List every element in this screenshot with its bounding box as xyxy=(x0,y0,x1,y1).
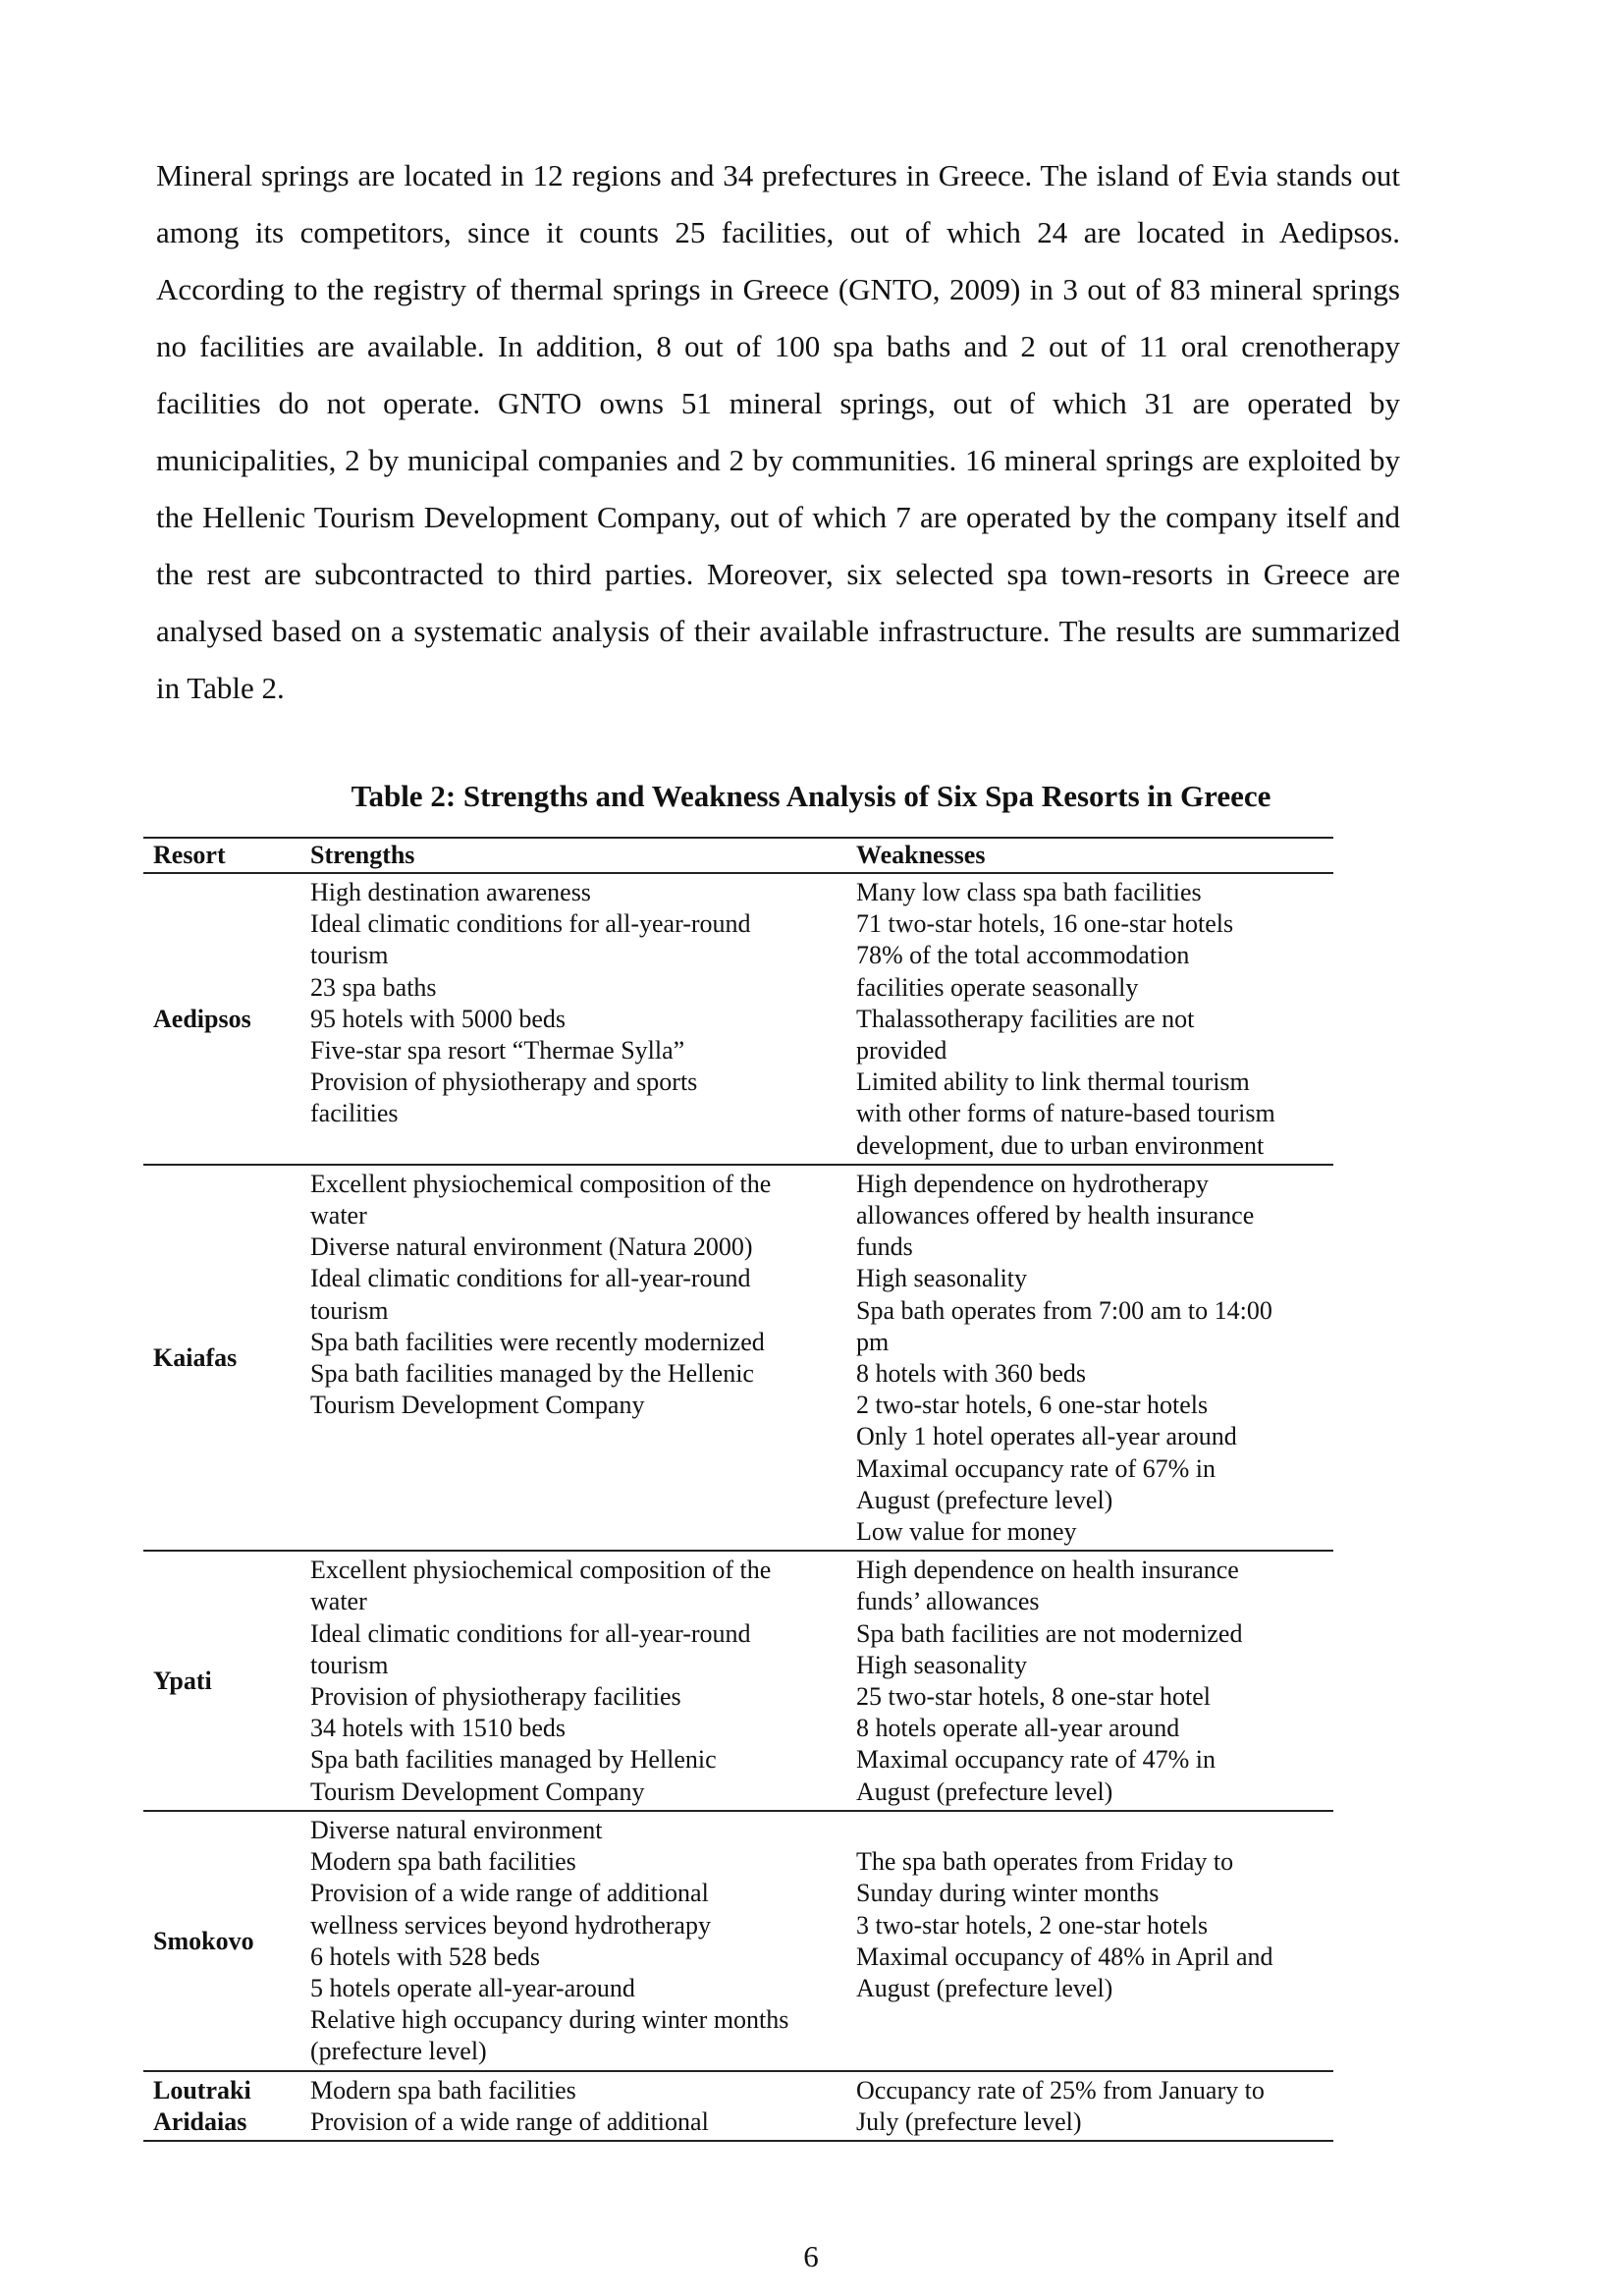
table-body xyxy=(143,873,1333,2141)
weaknesse-line: provided xyxy=(856,1036,947,1066)
strength-line: Tourism Development Company xyxy=(310,1777,645,1806)
strength-line: Spa bath facilities were recently modernized xyxy=(310,1327,765,1356)
weaknesse-line: Sunday during winter months xyxy=(856,1879,1160,1908)
strength-line: 6 hotels with 528 beds xyxy=(310,1941,540,1971)
strength-line: Modern spa bath facilities xyxy=(310,2075,576,2105)
weaknesse-line: Thalassotherapy facilities are not xyxy=(856,1004,1195,1033)
weaknesse-line: Maximal occupancy rate of 67% in xyxy=(856,1453,1216,1483)
strength-line: water xyxy=(310,1201,367,1230)
weaknesse-line: 8 hotels with 360 beds xyxy=(856,1359,1086,1389)
strength-line: Provision of a wide range of additional xyxy=(310,1879,709,1908)
strength-line: Excellent physiochemical composition of the xyxy=(310,1556,772,1585)
table-row xyxy=(143,2071,1333,2141)
weaknesse-line: funds xyxy=(856,1232,913,1262)
strength-line: Excellent physiochemical composition of the xyxy=(310,1169,772,1198)
weaknesse-line: Spa bath operates from 7:00 am to 14:00 xyxy=(856,1295,1272,1325)
resort-name-line: Aridaias xyxy=(153,2106,247,2136)
weaknesse-line: High dependence on hydrotherapy xyxy=(856,1169,1209,1198)
strength-line: wellness services beyond hydrotherapy xyxy=(310,1910,711,1940)
header-weaknesses: Weaknesses xyxy=(846,838,1333,873)
resort-name xyxy=(143,873,300,1165)
table-row xyxy=(143,873,1333,1165)
strength-line: 95 hotels with 5000 beds xyxy=(310,1004,566,1033)
weaknesse-line: August (prefecture level) xyxy=(856,1973,1113,2002)
weaknesse-line: Maximal occupancy of 48% in April and xyxy=(856,1941,1273,1971)
weaknesse-line: Only 1 hotel operates all-year around xyxy=(856,1422,1237,1451)
table-row xyxy=(143,1165,1333,1551)
header-resort: Resort xyxy=(143,838,300,873)
resort-name-line: Ypati xyxy=(153,1666,212,1695)
weaknesse-line: 3 two-star hotels, 2 one-star hotels xyxy=(856,1910,1209,1940)
weaknesse-line: allowances offered by health insurance xyxy=(856,1201,1255,1230)
weaknesse-line: July (prefecture level) xyxy=(856,2106,1082,2136)
weaknesse-line: Occupancy rate of 25% from January to xyxy=(856,2075,1265,2105)
weaknesse-line: 25 two-star hotels, 8 one-star hotel xyxy=(856,1682,1212,1712)
strength-line: water xyxy=(310,1587,367,1616)
weaknesses-cell xyxy=(846,873,1333,1165)
weaknesses-cell xyxy=(846,1551,1333,1811)
weaknesse-line: funds’ allowances xyxy=(856,1587,1040,1616)
strength-line: 34 hotels with 1510 beds xyxy=(310,1714,566,1743)
strength-line: Ideal climatic conditions for all-year-round xyxy=(310,1618,751,1648)
resort-name-line: Kaiafas xyxy=(153,1342,238,1372)
strengths-cell xyxy=(300,2071,846,2141)
strength-line: Ideal climatic conditions for all-year-round xyxy=(310,1264,751,1293)
weaknesses-cell xyxy=(846,1811,1333,2071)
header-strengths: Strengths xyxy=(300,838,846,873)
weaknesse-line xyxy=(856,1815,1333,1846)
resort-name xyxy=(143,2071,300,2141)
page-number: 6 xyxy=(803,2239,819,2273)
resort-name-line: Loutraki xyxy=(153,2075,251,2105)
table-row xyxy=(143,1811,1333,2071)
strength-line: tourism xyxy=(310,1650,389,1679)
strengths-cell xyxy=(300,1551,846,1811)
strength-line: facilities xyxy=(310,1099,399,1128)
spa-resorts-table xyxy=(143,837,1333,2142)
weaknesse-line: 78% of the total accommodation xyxy=(856,941,1190,970)
strength-line: Tourism Development Company xyxy=(310,1391,645,1420)
strength-line: tourism xyxy=(310,941,389,970)
strengths-cell xyxy=(300,1811,846,2071)
weaknesse-line: Limited ability to link thermal tourism xyxy=(856,1067,1250,1097)
strengths-cell xyxy=(300,1165,846,1551)
weaknesse-line: August (prefecture level) xyxy=(856,1777,1113,1806)
table-header-row xyxy=(143,838,1333,873)
strength-line: (prefecture level) xyxy=(310,2037,487,2066)
weaknesses-cell xyxy=(846,1165,1333,1551)
weaknesse-line: development, due to urban environment xyxy=(856,1130,1265,1160)
resort-name xyxy=(143,1165,300,1551)
weaknesses-cell xyxy=(846,2071,1333,2141)
table-title: Table 2: Strengths and Weakness Analysis of Six Spa Resorts in Greece xyxy=(351,779,1271,813)
weaknesse-line: High seasonality xyxy=(856,1650,1028,1679)
resort-name xyxy=(143,1551,300,1811)
strength-line: Spa bath facilities managed by the Hellenic xyxy=(310,1359,754,1389)
strength-line: tourism xyxy=(310,1295,389,1325)
weaknesse-line: with other forms of nature-based tourism xyxy=(856,1099,1275,1128)
strength-line: Ideal climatic conditions for all-year-round xyxy=(310,909,751,939)
strength-line: Provision of a wide range of additional xyxy=(310,2106,709,2136)
strength-line: Relative high occupancy during winter months xyxy=(310,2005,789,2035)
table-row xyxy=(143,1551,1333,1811)
strength-line: Spa bath facilities managed by Hellenic xyxy=(310,1745,717,1775)
strength-line: 23 spa baths xyxy=(310,972,437,1002)
weaknesse-line: pm xyxy=(856,1327,890,1356)
resort-name-line: Smokovo xyxy=(153,1926,254,1955)
resort-name xyxy=(143,1811,300,2071)
weaknesse-line: 71 two-star hotels, 16 one-star hotels xyxy=(856,909,1234,939)
strength-line: Provision of physiotherapy facilities xyxy=(310,1682,681,1712)
strength-line: 5 hotels operate all-year-around xyxy=(310,1973,635,2002)
weaknesse-line: High seasonality xyxy=(856,1264,1028,1293)
weaknesse-line: 2 two-star hotels, 6 one-star hotels xyxy=(856,1391,1209,1420)
resort-name-line: Aedipsos xyxy=(153,1004,251,1033)
strength-line: Diverse natural environment (Natura 2000) xyxy=(310,1232,753,1262)
weaknesse-line: facilities operate seasonally xyxy=(856,972,1139,1002)
weaknesse-line: Maximal occupancy rate of 47% in xyxy=(856,1745,1216,1775)
weaknesse-line: 8 hotels operate all-year around xyxy=(856,1714,1180,1743)
weaknesse-line: Many low class spa bath facilities xyxy=(856,878,1202,906)
weaknesse-line: Low value for money xyxy=(856,1517,1077,1547)
weaknesse-line: Spa bath facilities are not modernized xyxy=(856,1618,1243,1648)
strengths-cell xyxy=(300,873,846,1165)
strength-line: Provision of physiotherapy and sports xyxy=(310,1067,698,1097)
weaknesse-line: High dependence on health insurance xyxy=(856,1556,1239,1585)
weaknesse-line: The spa bath operates from Friday to xyxy=(856,1847,1234,1877)
strength-line: Modern spa bath facilities xyxy=(310,1847,576,1877)
strength-line: Diverse natural environment xyxy=(310,1815,603,1844)
strength-line: Five-star spa resort “Thermae Sylla” xyxy=(310,1036,685,1066)
weaknesse-line: August (prefecture level) xyxy=(856,1485,1113,1514)
body-paragraph: Mineral springs are located in 12 regions and 34 prefectures in Greece. The island of Evia stands out among its competitors, since it counts 25 facilities, out of which 24 are located in Aedipsos. According to the registry of thermal springs in Greece (GNTO, 2009) in 3 out of 83 mineral springs no facilities are available. In addition, 8 out of 100 spa baths and 2 out of 11 oral crenotherapy facilities do not operate. GNTO owns 51 mineral springs, out of which 31 are operated by municipalities, 2 by municipal companies and 2 by communities. 16 mineral springs are exploited by the Hellenic Tourism Development Company, out of which 7 are operated by the company itself and the rest are subcontracted to third parties. Moreover, six selected spa town-resorts in Greece are analysed based on a systematic analysis of their available infrastructure. The results are summarized in Table 2. xyxy=(156,158,1400,705)
strength-line: High destination awareness xyxy=(310,878,591,906)
